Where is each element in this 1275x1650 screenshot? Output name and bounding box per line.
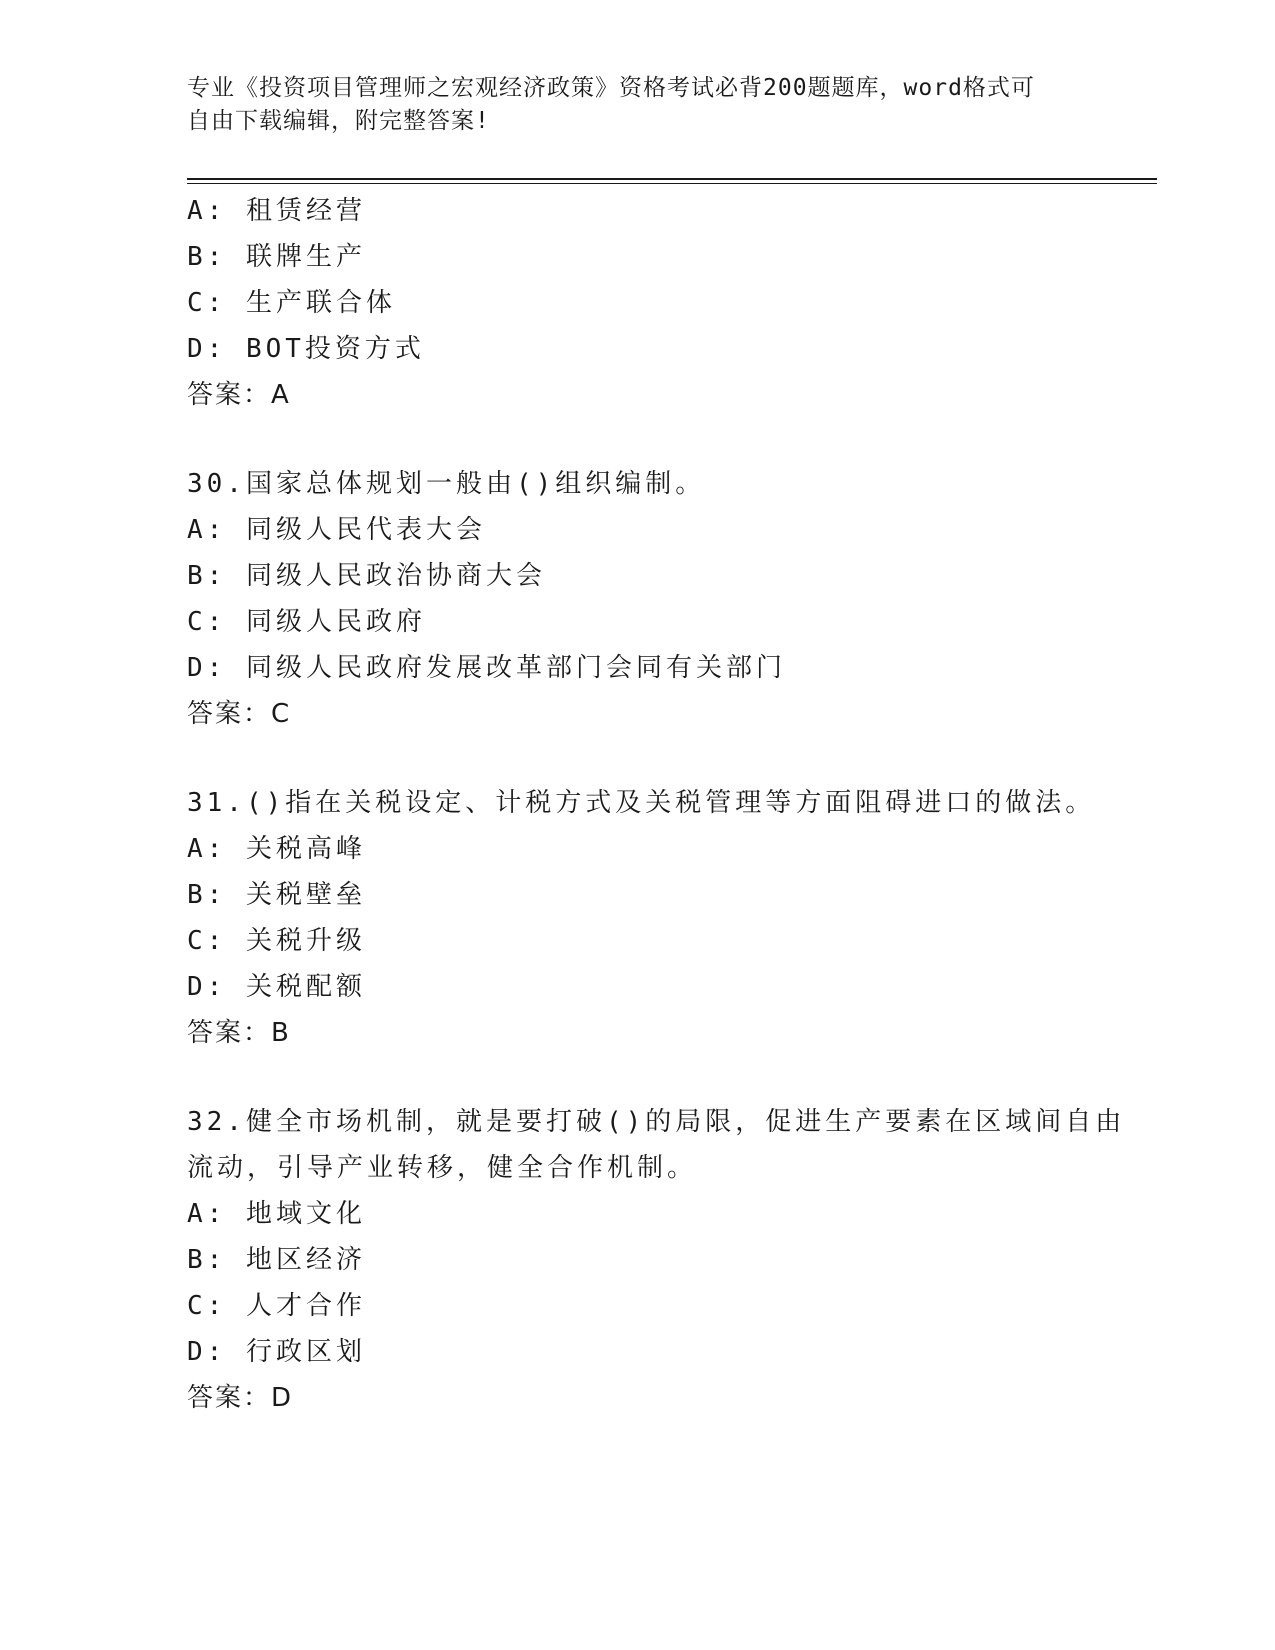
header-line-1: 专业《投资项目管理师之宏观经济政策》资格考试必背200题题库，word格式可 xyxy=(187,75,1035,101)
option-c: C: 生产联合体 xyxy=(187,288,396,318)
option-b: B: 地区经济 xyxy=(187,1245,366,1275)
answer: 答案：A xyxy=(187,380,291,410)
option-a: A: 同级人民代表大会 xyxy=(187,515,486,545)
question-30 xyxy=(187,461,1107,737)
option-d: D: BOT投资方式 xyxy=(187,334,425,364)
spacer xyxy=(187,418,1107,461)
option-b: B: 关税壁垒 xyxy=(187,880,366,910)
question-stem: 31.()指在关税设定、计税方式及关税管理等方面阻碍进口的做法。 xyxy=(187,788,1096,818)
question-32 xyxy=(187,1099,1126,1421)
question-29 xyxy=(187,188,1107,418)
answer: 答案：C xyxy=(187,699,292,729)
option-a: A: 租赁经营 xyxy=(187,196,366,226)
question-stem: 30.国家总体规划一般由()组织编制。 xyxy=(187,469,706,499)
option-d: D: 同级人民政府发展改革部门会同有关部门 xyxy=(187,653,786,683)
option-b: B: 同级人民政治协商大会 xyxy=(187,561,546,591)
answer: 答案：D xyxy=(187,1383,294,1413)
option-a: A: 地域文化 xyxy=(187,1199,366,1229)
spacer xyxy=(187,737,1107,780)
option-d: D: 关税配额 xyxy=(187,972,366,1002)
document-header xyxy=(187,72,1087,138)
option-b: B: 联牌生产 xyxy=(187,242,366,272)
option-c: C: 人才合作 xyxy=(187,1291,366,1321)
option-c: C: 同级人民政府 xyxy=(187,607,426,637)
question-31 xyxy=(187,780,1107,1056)
answer: 答案：B xyxy=(187,1018,291,1048)
header-rule-thick xyxy=(187,178,1157,180)
question-stem-line-1: 32.健全市场机制，就是要打破()的局限，促进生产要素在区域间自由 xyxy=(187,1107,1126,1137)
question-stem-line-2: 流动，引导产业转移，健全合作机制。 xyxy=(187,1153,698,1183)
spacer xyxy=(187,1056,1107,1099)
option-c: C: 关税升级 xyxy=(187,926,366,956)
question-list xyxy=(187,188,1126,1421)
option-a: A: 关税高峰 xyxy=(187,834,366,864)
option-d: D: 行政区划 xyxy=(187,1337,366,1367)
header-rule-thin xyxy=(187,183,1157,184)
header-line-2: 自由下载编辑，附完整答案! xyxy=(187,108,490,134)
